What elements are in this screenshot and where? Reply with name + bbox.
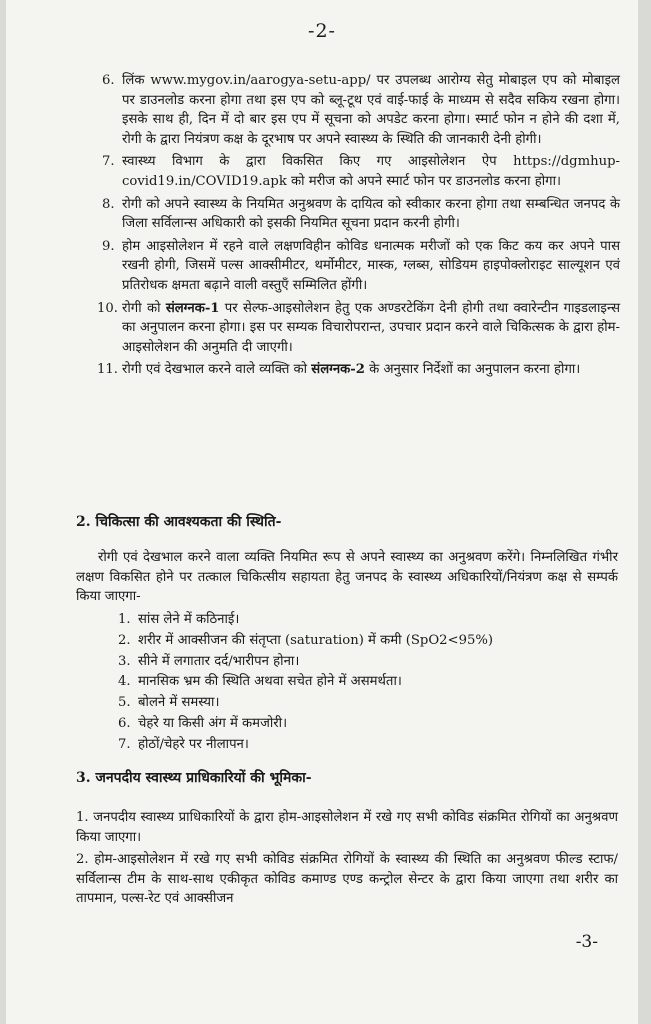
item-number: 10. [97, 300, 118, 316]
symptom-text: मानसिक भ्रम की स्थिति अथवा सचेत होने में असमर्थता। [138, 674, 402, 690]
symptom-number: 2. [118, 632, 131, 648]
section-2-intro [76, 548, 618, 607]
symptom-text: होठों/चेहरे पर नीलापन। [138, 736, 249, 752]
section-3-heading: 3. जनपदीय स्वास्थ्य प्राधिकारियों की भूमिका- [76, 770, 312, 786]
list-item-10 [6, 299, 638, 358]
item-number: 11. [97, 362, 118, 378]
symptom-item [118, 672, 493, 693]
list-item-9 [6, 237, 638, 296]
item-text-post: पर सेल्फ-आइसोलेशन हेतु एक अण्डरटेकिंग देनी होगी तथा क्वारेन्टीन गाइडलाइन्स का अनुपालन करना होगा। इस पर सम्यक विचारोपरान्त, उपचार प्रदान करने वाले चिकित्सक के द्वारा होम-आइसोलेशन की अनुमति दी जाएगी। [122, 300, 621, 355]
section-2-heading: 2. चिकित्सा की आवश्यकता की स्थिति- [76, 514, 282, 530]
symptom-item [118, 631, 493, 652]
list-item-8 [6, 195, 638, 234]
symptom-number: 6. [118, 715, 131, 731]
symptom-item [118, 610, 493, 631]
list-item-11 [6, 360, 638, 380]
symptom-text: सीने में लगातार दर्द/भारीपन होना। [138, 653, 300, 669]
document-page [6, 0, 638, 1024]
item-text: स्वास्थ्य विभाग के द्वारा विकसित किए गए आइसोलेशन ऐप https://dgmhup-covid19.in/COVID19.apk को मरीज को अपने स्मार्ट फोन पर डाउनलोड करना होगा। [122, 154, 620, 189]
symptom-item [118, 652, 493, 673]
section-3-para-2: 2. होम-आइसोलेशन में रखे गए सभी कोविड संक्रमित रोगियों के स्वास्थ्य की स्थिति का अनुश्रवण फील्ड स्टाफ/सर्विलान्स टीम के साथ-साथ एकीकृत कोविड कमाण्ड एण्ड कन्ट्रोल सेन्टर के द्वारा किया जाएगा तथा शरीर का तापमान, पल्स-रेट एवं आक्सीजन [76, 852, 618, 907]
symptom-number: 3. [118, 653, 131, 669]
next-page-marker: -3- [575, 932, 598, 952]
item-text: रोगी को अपने स्वास्थ्य के नियमित अनुश्रवण के दायित्व को स्वीकार करना होगा तथा सम्बन्धित जनपद के जिला सर्विलान्स अधिकारी को इसकी नियमित सूचना प्रदान करनी होगी। [122, 196, 620, 232]
symptom-number: 1. [118, 612, 131, 627]
symptom-number: 4. [118, 674, 131, 690]
instruction-list [6, 71, 638, 383]
symptom-item [118, 693, 493, 714]
symptom-item [118, 714, 493, 735]
item-number: 6. [102, 73, 115, 88]
annexure-reference: संलग्नक-2 [311, 362, 365, 378]
section-2-intro-text: रोगी एवं देखभाल करने वाला व्यक्ति नियमित रूप से अपने स्वास्थ्य का अनुश्रवण करेंगे। निम्नलिखित गंभीर लक्षण विकसित होने पर तत्काल चिकित्सीय सहायता हेतु जनपद के स्वास्थ्य अधिकारियों/नियंत्रण कक्ष से सम्पर्क किया जाएगा- [76, 550, 618, 605]
symptom-number: 5. [118, 695, 131, 711]
symptom-text: चेहरे या किसी अंग में कमजोरी। [138, 715, 288, 731]
list-item-7 [6, 152, 638, 191]
symptom-item [118, 735, 493, 756]
page-number: -2- [308, 20, 336, 42]
annexure-reference: संलग्नक-1 [165, 300, 220, 316]
symptom-text: शरीर में आक्सीजन की संतृप्ता (saturation) में कमी (SpO2<95%) [138, 632, 494, 648]
item-number: 9. [102, 238, 115, 254]
symptom-number: 7. [118, 736, 131, 752]
list-item-6 [6, 71, 638, 149]
symptom-text: बोलने में समस्या। [138, 695, 220, 711]
item-text: होम आइसोलेशन में रहने वाले लक्षणविहीन कोविड धनात्मक मरीजों को एक किट कय कर अपने पास रखनी होगी, जिसमें पल्स आक्सीमीटर, थर्मोमीटर, मास्क, ग्लब्स, सोडियम हाइपोक्लोराइट साल्यूशन एवं प्रतिरोधक क्षमता बढ़ाने वाली वस्तुएँ सम्मिलित होंगी। [122, 238, 620, 293]
item-text-post: के अनुसार निर्देशों का अनुपालन करना होगा। [364, 362, 581, 378]
item-number: 8. [102, 196, 115, 212]
symptom-text: सांस लेने में कठिनाई। [138, 612, 240, 627]
item-text-pre: रोगी एवं देखभाल करने वाले व्यक्ति को [122, 362, 312, 378]
item-text-pre: रोगी को [122, 300, 166, 316]
item-number: 7. [102, 154, 115, 170]
symptom-list [118, 610, 493, 756]
section-3-para-1: 1. जनपदीय स्वास्थ्य प्राधिकारियों के द्वारा होम-आइसोलेशन में रखे गए सभी कोविड संक्रमित रोगियों का अनुश्रवण किया जाएगा। [76, 810, 618, 845]
item-text: लिंक www.mygov.in/aarogya-setu-app/ पर उपलब्ध आरोग्य सेतु मोबाइल एप को मोबाइल पर डाउनलोड करना होगा तथा इस एप को ब्लू-टूथ एवं वाई-फाई के माध्यम से सदैव सकिय रखना होगा। इसके साथ ही, दिन में दो बार इस एप में सूचना को अपडेट करना होगा। स्मार्ट फोन न होने की दशा में, रोगी के द्वारा नियंत्रण कक्ष के दूरभाष पर अपने स्वास्थ्य के स्थिति की जानकारी देनी होगी। [122, 73, 620, 147]
